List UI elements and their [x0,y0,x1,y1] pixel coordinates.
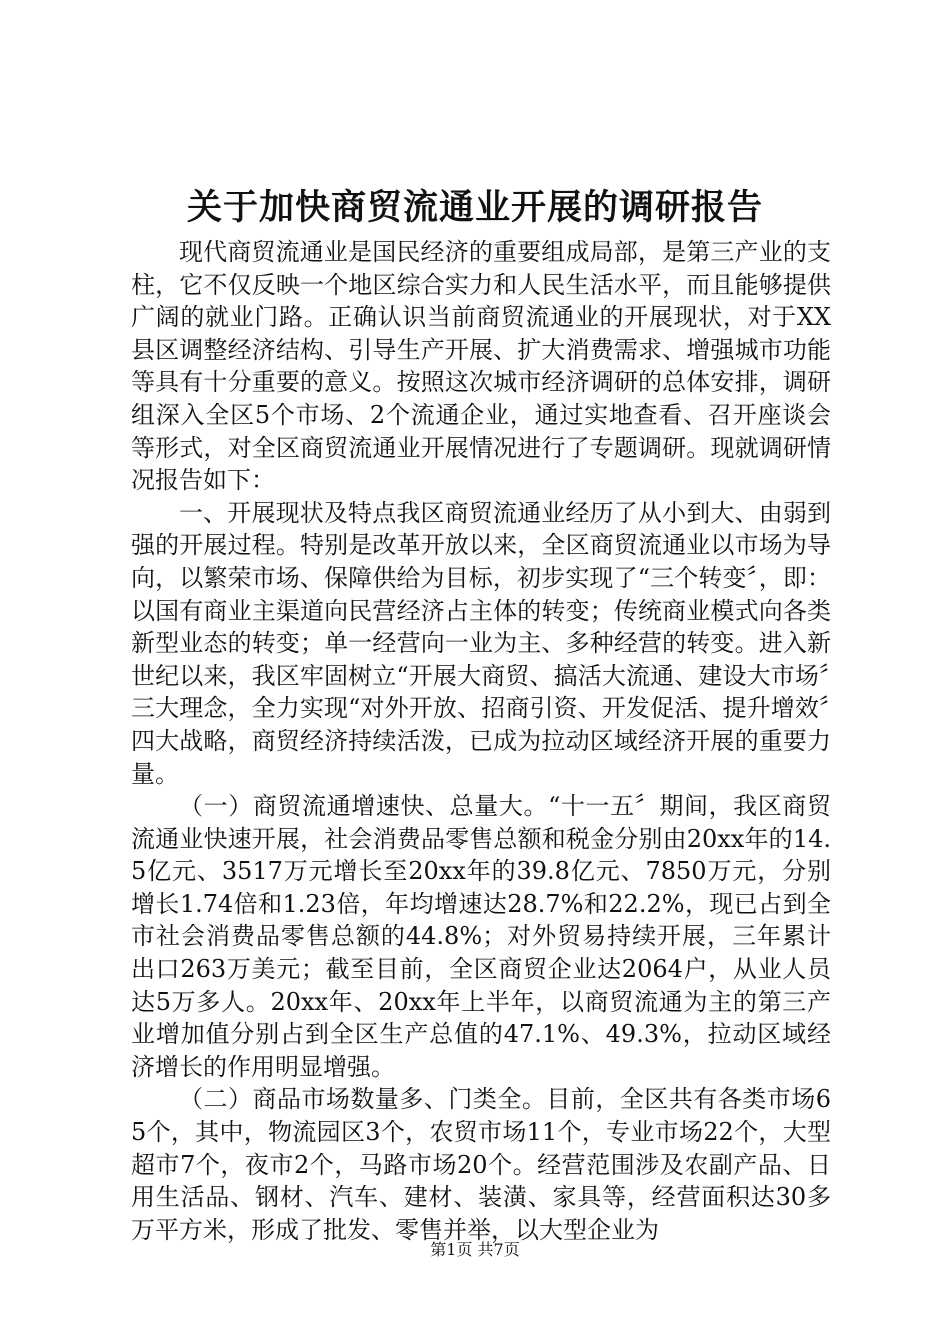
page-footer: 第1页 共7页 [430,1240,520,1259]
paragraph-intro: 现代商贸流通业是国民经济的重要组成局部，是第三产业的支柱，它不仅反映一个地区综合实力和人民生活水平，而且能够提供广阔的就业门路。正确认识当前商贸流通业的开展现状，对于XX县区调整经济结构、引导生产开展、扩大消费需求、增强城市功能等具有十分重要的意义。按照这次城市经济调研的总体安排，调研组深入全区5个市场、2个流通企业，通过实地查看、召开座谈会等形式，对全区商贸流通业开展情况进行了专题调研。现就调研情况报告如下： [131,238,831,495]
document-title: 关于加快商贸流通业开展的调研报告 [186,187,763,228]
paragraph-section-1: 一、开展现状及特点我区商贸流通业经历了从小到大、由弱到强的开展过程。特别是改革开放以来，全区商贸流通业以市场为导向，以繁荣市场、保障供给为目标，初步实现了“三个转变〞，即：以国有商业主渠道向民营经济占主体的转变；传统商业模式向各类新型业态的转变；单一经营向一业为主、多种经营的转变。进入新世纪以来，我区牢固树立“开展大商贸、搞活大流通、建设大市场〞三大理念，全力实现“对外开放、招商引资、开发促活、提升增效〞四大战略，商贸经济持续活泼，已成为拉动区域经济开展的重要力量。 [131,498,831,788]
paragraph-subsection-2: （二）商品市场数量多、门类全。目前，全区共有各类市场65个，其中，物流园区3个，农贸市场11个，专业市场22个，大型超市7个，夜市2个，马路市场20个。经营范围涉及农副产品、日用生活品、钢材、汽车、建材、装潢、家具等，经营面积达30多万平方米，形成了批发、零售并举，以大型企业为 [131,1085,831,1244]
paragraph-subsection-1: （一）商贸流通增速快、总量大。“十一五〞期间，我区商贸流通业快速开展，社会消费品零售总额和税金分别由20xx年的14.5亿元、3517万元增长至20xx年的39.8亿元、7850万元，分别增长1.74倍和1.23倍，年均增速达28.7%和22.2%，现已占到全市社会消费品零售总额的44.8%；对外贸易持续开展，三年累计出口263万美元；截至目前，全区商贸企业达2064户，从业人员达5万多人。20xx年、20xx年上半年，以商贸流通为主的第三产业增加值分别占到全区生产总值的47.1%、49.3%，拉动区域经济增长的作用明显增强。 [131,792,831,1081]
document-body [131,236,831,1246]
